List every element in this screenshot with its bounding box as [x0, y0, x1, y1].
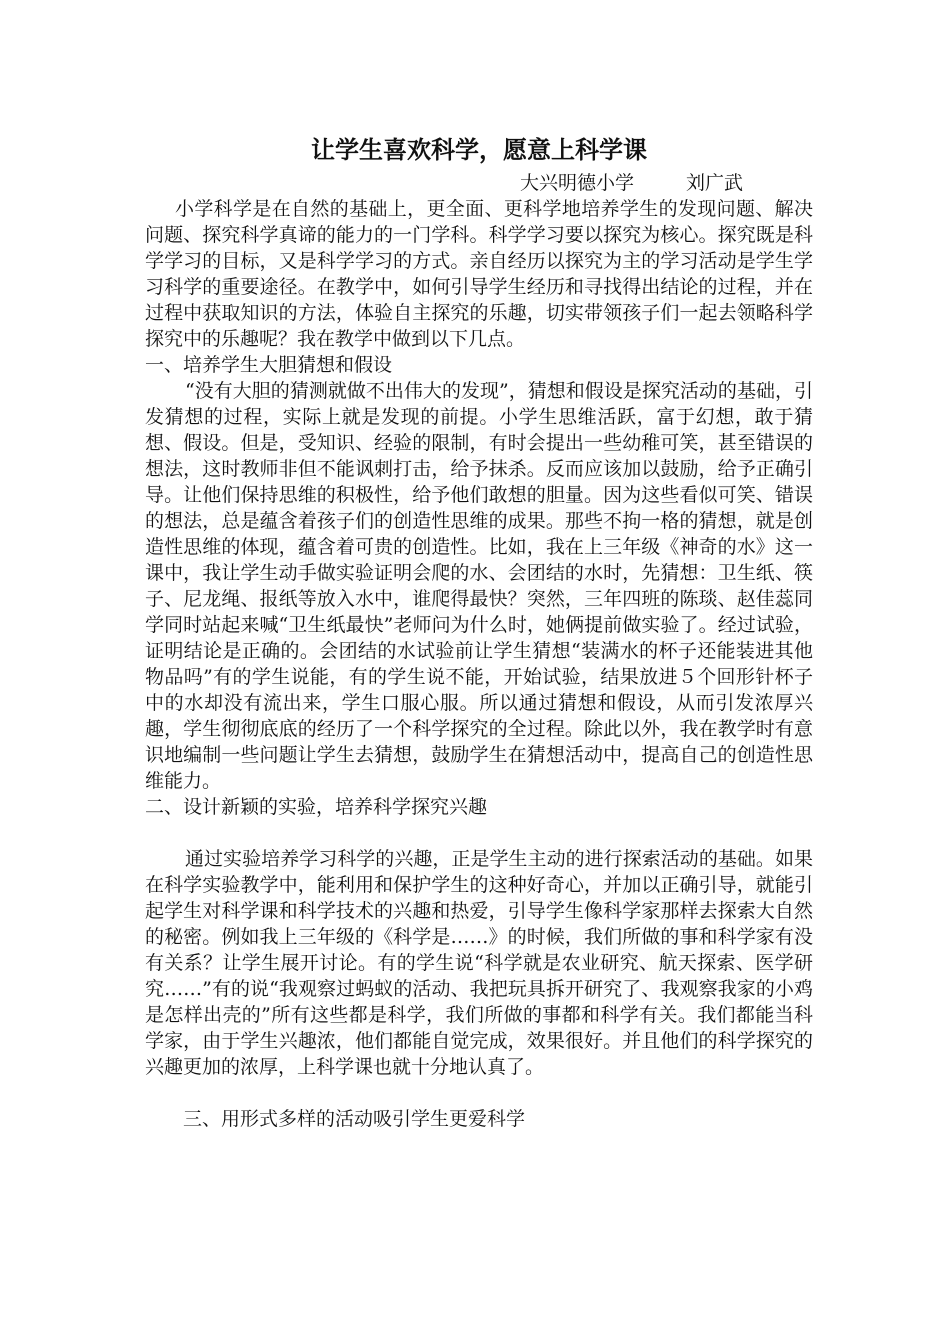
- blank-line: [145, 820, 813, 846]
- byline-author: 刘广武: [686, 172, 744, 194]
- section-2-heading: 二、设计新颖的实验，培养科学探究兴趣: [145, 796, 488, 818]
- section-2-body: 通过实验培养学习科学的兴趣，正是学生主动的进行探索活动的基础。如果在科学实验教学中，能利用和保护学生的这种好奇心，并加以正确引导，就能引起学生对科学课和科学技术的兴趣和热爱，引导学生像科学家那样去探索大自然的秘密。例如我上三年级的《科学是……》的时候，我们所做的事和科学家有没有关系？让学生展开讨论。有的学生说“科学就是农业研究、航天探索、医学研究……”有的说“我观察过蚂蚁的活动、我把玩具拆开研究了、我观察我家的小鸡是怎样出壳的”所有这些都是科学，我们所做的事都和科学有关。我们都能当科学家，由于学生兴趣浓，他们都能自觉完成，效果很好。并且他们的科学探究的兴趣更加的浓厚，上科学课也就十分地认真了。: [145, 848, 813, 1078]
- byline: [145, 170, 813, 196]
- byline-school: 大兴明德小学: [520, 172, 635, 194]
- blank-line: [145, 1080, 813, 1106]
- intro-paragraph: 小学科学是在自然的基础上，更全面、更科学地培养学生的发现问题、解决问题、探究科学真谛的能力的一门学科。科学学习要以探究为核心。探究既是科学学习的目标，又是科学学习的方式。亲自经历以探究为主的学习活动是学生学习科学的重要途径。在教学中，如何引导学生经历和寻找得出结论的过程，并在过程中获取知识的方法，体验自主探究的乐趣，切实带领孩子们一起去领略科学探究中的乐趣呢？我在教学中做到以下几点。: [145, 198, 813, 350]
- section-3-heading: 三、用形式多样的活动吸引学生更爱科学: [183, 1108, 526, 1130]
- document-page: [145, 130, 813, 1132]
- section-1-heading: 一、培养学生大胆猜想和假设: [145, 354, 393, 376]
- section-1-body: “没有大胆的猜测就做不出伟大的发现”，猜想和假设是探究活动的基础，引发猜想的过程，实际上就是发现的前提。小学生思维活跃，富于幻想，敢于猜想、假设。但是，受知识、经验的限制，有时会提出一些幼稚可笑，甚至错误的想法，这时教师非但不能讽刺打击，给予抹杀。反而应该加以鼓励，给予正确引导。让他们保持思维的积极性，给予他们敢想的胆量。因为这些看似可笑、错误的想法，总是蕴含着孩子们的创造性思维的成果。那些不拘一格的猜想，就是创造性思维的体现，蕴含着可贵的创造性。比如，我在上三年级《神奇的水》这一课中，我让学生动手做实验证明会爬的水、会团结的水时，先猜想：卫生纸、筷子、尼龙绳、报纸等放入水中，谁爬得最快？突然，三年四班的陈琰、赵佳蕊同学同时站起来喊“卫生纸最快”老师问为什么时，她俩提前做实验了。经过试验，证明结论是正确的。会团结的水试验前让学生猜想“装满水的杯子还能装进其他物品吗”有的学生说能，有的学生说不能，开始试验，结果放进５个回形针杯子中的水却没有流出来，学生口服心服。所以通过猜想和假设，从而引发浓厚兴趣，学生彻彻底底的经历了一个科学探究的全过程。除此以外，我在教学时有意识地编制一些问题让学生去猜想，鼓励学生在猜想活动中，提高自己的创造性思维能力。: [145, 380, 813, 792]
- document-title: 让学生喜欢科学，愿意上科学课: [311, 135, 647, 164]
